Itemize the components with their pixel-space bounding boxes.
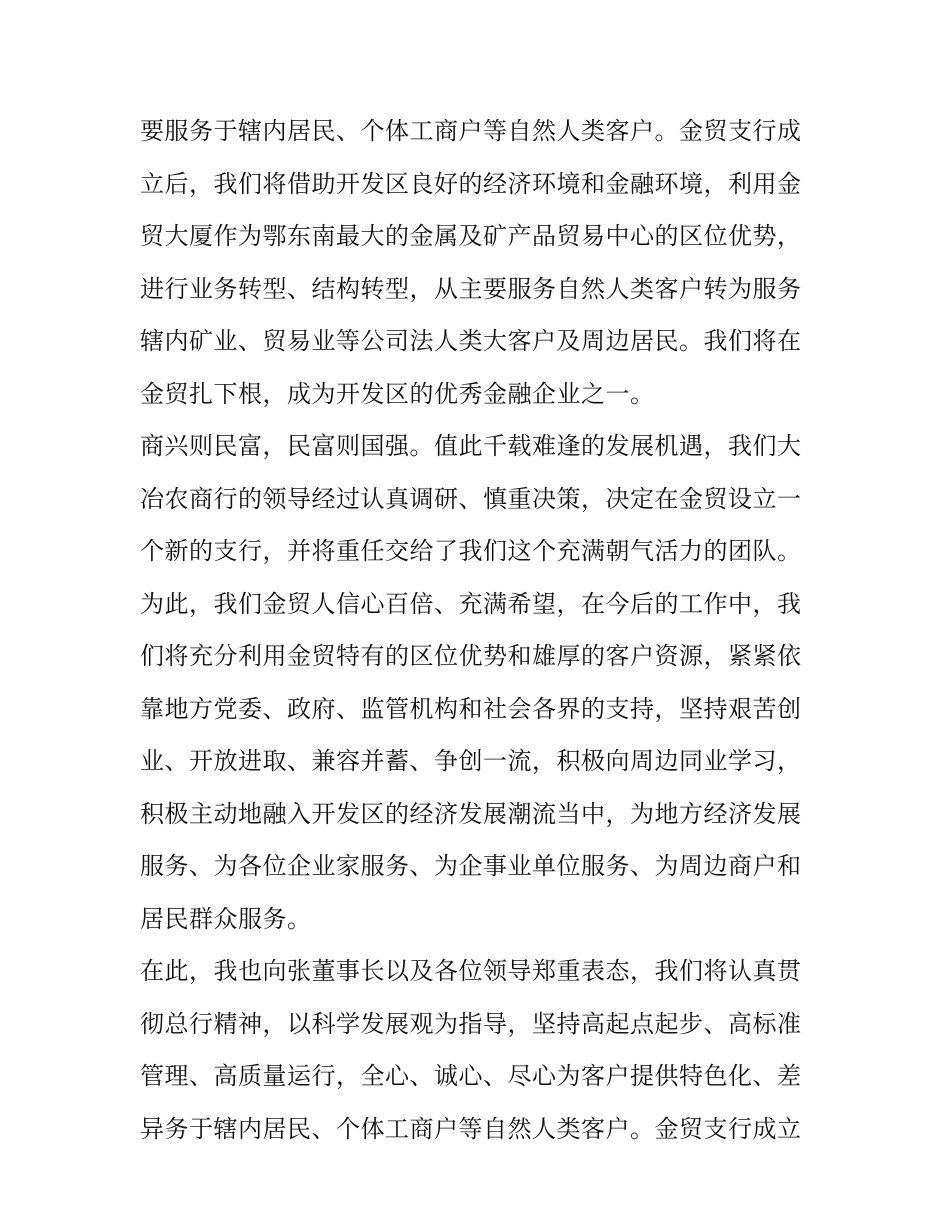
text-line: 异务于辖内居民、个体工商户等自然人类客户。金贸支行成立 — [140, 1114, 802, 1143]
text-line: 贸大厦作为鄂东南最大的金属及矿产品贸易中心的区位优势， — [140, 222, 802, 250]
text-line: 彻总行精神，以科学发展观为指导，坚持高起点起步、高标准 — [140, 1009, 802, 1038]
text-line: 居民群众服务。 — [140, 904, 312, 933]
text-line: 商兴则民富，民富则国强。值此千载难逢的发展机遇，我们大 — [140, 432, 802, 460]
text-line: 积极主动地融入开发区的经济发展潮流当中，为地方经济发展 — [140, 799, 802, 828]
text-line: 管理、高质量运行，全心、诚心、尽心为客户提供特色化、差 — [140, 1062, 802, 1090]
text-line: 冶农商行的领导经过认真调研、慎重决策，决定在金贸设立一 — [140, 484, 802, 513]
text-line: 为此，我们金贸人信心百倍、充满希望，在今后的工作中，我 — [140, 589, 802, 618]
text-line: 要服务于辖内居民、个体工商户等自然人类客户。金贸支行成 — [140, 117, 802, 145]
text-line: 金贸扎下根，成为开发区的优秀金融企业之一。 — [140, 379, 655, 408]
text-line: 个新的支行，并将重任交给了我们这个充满朝气活力的团队。 — [140, 537, 802, 565]
text-line: 服务、为各位企业家服务、为企事业单位服务、为周边商户和 — [140, 852, 802, 880]
text-line: 立后，我们将借助开发区良好的经济环境和金融环境，利用金 — [140, 169, 802, 198]
text-line: 业、开放进取、兼容并蓄、争创一流，积极向周边同业学习， — [140, 747, 802, 775]
text-line: 靠地方党委、政府、监管机构和社会各界的支持，坚持艰苦创 — [140, 694, 802, 723]
text-line: 们将充分利用金贸特有的区位优势和雄厚的客户资源，紧紧依 — [140, 642, 802, 670]
document-body — [140, 105, 815, 1155]
text-line: 辖内矿业、贸易业等公司法人类大客户及周边居民。我们将在 — [140, 327, 802, 355]
text-line: 在此，我也向张董事长以及各位领导郑重表态，我们将认真贯 — [140, 957, 802, 985]
text-line: 进行业务转型、结构转型，从主要服务自然人类客户转为服务 — [140, 274, 802, 303]
